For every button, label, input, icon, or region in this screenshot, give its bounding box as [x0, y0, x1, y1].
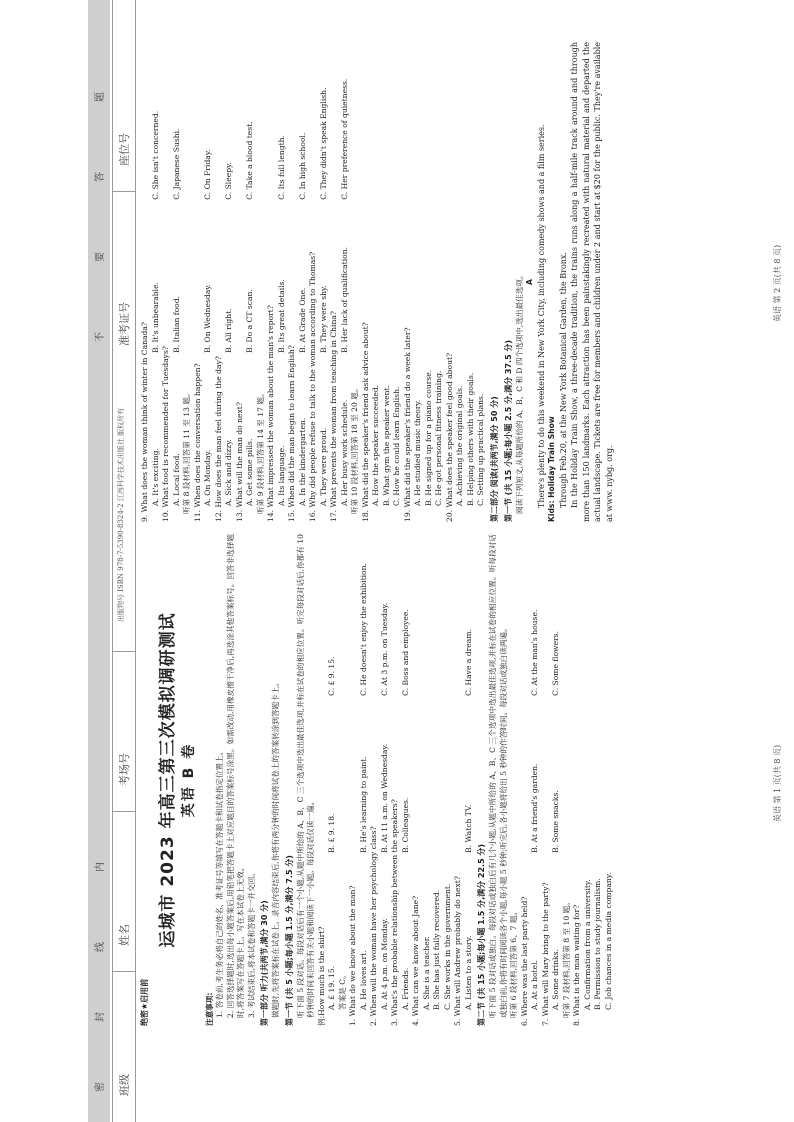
field-exam-room[interactable]: 考场号 — [118, 753, 131, 786]
option[interactable]: B. All right. — [224, 308, 233, 353]
option-row — [380, 534, 391, 1026]
option[interactable]: C. Setting up practical plans. — [476, 393, 485, 506]
example-options — [327, 534, 338, 1026]
question-text: 9. What does the woman think of winter in Canada? — [140, 322, 149, 522]
option[interactable]: C. At 3 p.m. on Tuesday. — [379, 602, 389, 696]
isbn-code: 出版物号 ISBN 978-7-5390-8324-2 江西科学技术出版社 版权所有 — [117, 407, 125, 622]
option[interactable]: A. Achieving the original goals. — [455, 385, 464, 506]
option-row — [172, 42, 183, 522]
binding-char: 要 — [95, 252, 106, 262]
option[interactable]: C. He doesn't enjoy the exhibition. — [358, 563, 368, 696]
option: B. £ 9. 18. — [327, 813, 336, 853]
option[interactable]: C. Have a dream. — [463, 629, 473, 696]
option[interactable]: B. On Wednesday. — [203, 284, 212, 353]
option-row — [401, 534, 412, 1026]
audio-instruction: 听第 7 段材料,回答第 8 至 10 题。 — [561, 898, 571, 1018]
option[interactable]: B. Do a CT scan. — [245, 289, 254, 353]
question-text: 1. What do we know about the man? — [348, 885, 357, 1026]
question-text: 11. When does the conversation happen? — [192, 363, 202, 522]
question-text: 3. What's the probable relationship between the speakers? — [390, 799, 399, 1026]
binding-char: 不 — [95, 332, 106, 342]
option-row — [464, 534, 475, 1026]
question-group-6-7 — [520, 534, 562, 1026]
question-text: 14. What impressed the woman about the man's report? — [266, 305, 275, 522]
option[interactable]: A. She is a teacher. — [421, 936, 431, 1010]
option[interactable]: A. Local food. — [171, 453, 181, 506]
option[interactable]: B. What gym the speaker went. — [381, 385, 391, 506]
option[interactable]: C. Japanese Sushi. — [171, 128, 181, 200]
option[interactable]: B. He's learning to paint. — [358, 756, 368, 853]
passage-subtitle: Kids: Holiday Train Show — [547, 416, 556, 522]
option-row — [224, 42, 235, 522]
option[interactable]: A. Get some pills. — [245, 438, 254, 506]
question-text: 16. Why did people refuse to talk to the woman according to Thomas? — [308, 251, 317, 522]
question-text: 10. What food is recommended for Tuesdays? — [161, 346, 170, 522]
binding-char: 答 — [95, 172, 106, 182]
question-group-11-13 — [193, 42, 256, 522]
option[interactable]: A. Some drinks. — [551, 949, 560, 1010]
option[interactable]: A. They were proud. — [318, 427, 328, 506]
question-group-9-10 — [140, 42, 182, 522]
option[interactable]: B. It's unbearable. — [150, 282, 160, 353]
binding-bar — [88, 0, 110, 1122]
option: A. £ 19. 15. — [327, 965, 336, 1010]
option[interactable]: C. Some flowers. — [551, 631, 560, 696]
option[interactable]: A. He studied music theory. — [413, 399, 422, 506]
option[interactable]: C. She works in the government. — [442, 883, 452, 1010]
option[interactable]: A. How the speaker succeeded. — [371, 384, 380, 506]
option[interactable]: C. In high school. — [297, 132, 307, 200]
option-row — [277, 42, 288, 522]
audio-instruction: 听第 6 段材料,回答第 6、7 题。 — [509, 907, 518, 1018]
option[interactable]: C. Take a blood test. — [245, 121, 254, 200]
question-text: 19. What did the speaker's friend do a week later? — [402, 327, 412, 522]
question-text: 2. When will the woman have her psychology class? — [369, 826, 378, 1026]
question-group-18-20 — [361, 42, 487, 522]
option[interactable]: C. Boss and employee. — [400, 609, 410, 696]
option-row — [203, 42, 214, 522]
option-row — [151, 42, 162, 522]
page-1-column — [140, 534, 614, 1026]
question-group-14-17 — [266, 42, 350, 522]
example-answer: 答案是 C。 — [337, 971, 347, 1010]
binding-char: 线 — [95, 942, 106, 952]
question-group-1-5 — [348, 534, 474, 1026]
question-text: 18. What did the speaker's friend ask advice about? — [360, 322, 370, 522]
option-row — [340, 42, 351, 522]
option[interactable]: A. He loves art. — [358, 950, 368, 1010]
option[interactable]: A. Her busy work schedule. — [339, 399, 349, 506]
question-text: 4. What can we know about Jane? — [411, 895, 420, 1026]
option[interactable]: B. Permission to study journalism. — [593, 878, 602, 1010]
passage-paragraph: There's plenty to do this weekend in New York City, including comedy shows and a film series. — [536, 124, 546, 508]
option[interactable]: B. At 11 a.m. on Wednesday. — [379, 743, 389, 853]
question-text: 6. Where was the last party held? — [519, 896, 529, 1026]
option[interactable]: A. Sick and dizzy. — [224, 439, 233, 506]
option[interactable]: A. On Monday. — [203, 449, 212, 506]
option-row — [319, 42, 330, 522]
passage-paragraph: Through Feb.20, at the New York Botanical Garden, the Bronx. — [558, 252, 568, 508]
option[interactable]: B. He signed up for a piano course. — [423, 369, 433, 506]
part1-sec2-heading: 第二节 (共 15 小题;每小题 1.5 分,满分 22.5 分) — [477, 843, 486, 1026]
binding-char: 封 — [95, 1012, 106, 1022]
option[interactable]: C. How he could learn English. — [392, 386, 401, 506]
question-text: 20. What does the speaker feel good about? — [444, 352, 454, 522]
binding-char: 内 — [95, 862, 106, 872]
option-row — [298, 42, 309, 522]
page-title: 运城市 2023 年高三第三次模拟调研测试 — [157, 612, 178, 948]
option[interactable]: C. Its full length. — [276, 135, 286, 200]
option[interactable]: C. Sleepy. — [224, 162, 233, 200]
option[interactable]: A. It's exciting. — [150, 448, 160, 506]
page-2-column — [140, 42, 615, 522]
option[interactable]: A. In the kindergarten. — [297, 417, 307, 506]
question-text: 8. What is the man waiting for? — [572, 904, 581, 1026]
option[interactable]: A. Its language. — [276, 445, 286, 506]
notes-heading: 注意事项: — [204, 992, 214, 1026]
page-footer-right: 英语 第 2 页(共 8 页) — [773, 244, 782, 322]
question-text: 7. What will Mary bring to the party? — [540, 882, 550, 1026]
option[interactable]: B. Some snacks. — [551, 790, 560, 853]
option[interactable]: B. Her lack of qualification. — [339, 246, 349, 353]
example-question: 例:How much is the shirt? — [316, 926, 326, 1026]
option-row — [245, 42, 256, 522]
field-exam-number[interactable]: 准考证号 — [118, 302, 131, 346]
option[interactable]: C. On Friday. — [203, 149, 212, 200]
option[interactable]: B. Watch TV. — [463, 804, 473, 853]
question-text: 15. When did the man begin to learn English? — [287, 345, 296, 522]
part2-sec1-heading: 第一节 (共 15 小题;每小题 2.5 分,满分 37.5 分) — [503, 339, 513, 522]
part1-intro: 做题时,先将答案标在试卷上。录音内容结束后,你将有两分钟的时间将试卷上的答案转涂到答题卡上。 — [271, 679, 280, 1018]
question-text: 13. What will the man do next? — [234, 402, 244, 522]
option[interactable]: B. Italian food. — [171, 295, 181, 353]
binding-strip — [88, 0, 134, 1122]
option[interactable]: A. Confirmation from a university. — [582, 879, 592, 1010]
field-name[interactable]: 姓名 — [118, 924, 131, 946]
option-row — [530, 534, 541, 1026]
option[interactable]: A. At 4 p.m. on Monday. — [379, 918, 389, 1010]
page-subtitle: 英语 B 卷 — [180, 742, 197, 818]
option[interactable]: B. She has just fully recovered. — [432, 889, 441, 1010]
option[interactable]: C. Her preference of quietness. — [339, 78, 349, 200]
option[interactable]: B. Its great details. — [276, 279, 286, 353]
passage-paragraph: In the Holiday Train Show, a three-decade tradition, the trains runs along a half-mile track around and through more than 150 landmarks. Each attraction has been painstakingly recreated with natural material and departed the actual landscape. Tickets are free for members and children under 2 and start at $20 for the public. They're available at www. nybg. org. — [570, 42, 614, 522]
question-text: 5. What will Andrew probably do next? — [453, 876, 462, 1026]
part1-sec1-heading: 第一节 (共 5 小题;每小题 1.5 分,满分 7.5 分) — [284, 855, 294, 1026]
part1-sec1-intro: 听下面 5 段对话。每段对话后有一个小题,从题中所给的 A、B、C 三个选项中选出最佳选项,并标在试卷的相应位置。听完每段对话后,你都有 10 秒钟的时间来回答有关小题和阅读下一小题。每段对话仅读一遍。 — [295, 534, 315, 1018]
part2-heading: 第二部分 阅读(共两节,满分 50 分) — [489, 396, 499, 522]
option[interactable]: A. At a hotel. — [530, 960, 539, 1010]
field-class[interactable]: 班级 — [118, 1074, 131, 1096]
part2-sec1-intro: 阅读下列短文,从每题所给的 A、B、C 和 D 四个选项中,选出最佳选项。 — [514, 271, 524, 514]
binding-char: 密 — [95, 1082, 106, 1092]
part1-sec2-intro: 听下面 5 段对话或独白。每段对话或独白后有几个小题,从题中所给的 A、B、C 三个选项中选出最佳选项,并标在试卷的相应位置。听每段对话或独白前,你将有时间阅读各个小题,每小题 5 秒钟;听完后,各小题将给出 5 秒钟的作答时间。每段对话或独白读两遍。 — [488, 534, 508, 1018]
secret-mark: 绝密★启用前 — [140, 978, 149, 1026]
option-row — [551, 534, 562, 1026]
question-group-8 — [572, 534, 614, 1026]
part1-heading: 第一部分 听力(共两节,满分 30 分) — [260, 900, 269, 1026]
option[interactable]: C. Job chances in a media company. — [603, 872, 613, 1010]
page-footer-left: 英语 第 1 页(共 8 页) — [773, 744, 782, 822]
option[interactable]: B. Helping others with their goals. — [465, 372, 475, 506]
audio-instruction: 听第 9 段材料,回答第 14 至 17 题。 — [255, 389, 265, 514]
option[interactable]: B. Colleagues. — [400, 797, 410, 853]
option[interactable]: C. They didn't speak English. — [318, 87, 328, 200]
option[interactable]: A. Friends. — [400, 967, 410, 1010]
note-item: 1. 答卷前,考生务必将自己的姓名、准考证号等填写在答题卡和试卷指定位置上。 — [215, 747, 224, 1018]
note-item: 3. 考试结束后,将本试卷和答题卡一并交回。 — [246, 869, 256, 1018]
option[interactable]: B. They were shy. — [318, 285, 328, 353]
option[interactable]: C. He got personal fitness training. — [434, 370, 443, 506]
note-item: 2. 回答选择题时,选出每小题答案后,用铅笔把答题卡上对应题目的答案标号涂黑。如需改动,用橡皮擦干净后,再选涂其他答案标号。回答非选择题时,将答案写在答题卡上。写在本试卷上无效。 — [225, 534, 245, 1018]
option[interactable]: B. At a friend's garden. — [530, 763, 539, 853]
option[interactable]: B. At Grade One. — [297, 287, 307, 353]
passage-label: A — [525, 279, 534, 285]
option-row — [359, 534, 370, 1026]
audio-instruction: 听第 8 段材料,回答第 11 至 13 题。 — [182, 389, 191, 514]
audio-instruction: 听第 10 段材料,回答第 18 至 20 题。 — [350, 384, 359, 514]
option[interactable]: C. At the man's house. — [530, 609, 539, 696]
option: C. £ 9. 15. — [327, 656, 336, 696]
question-text: 12. How does the man feel during the day? — [213, 356, 223, 522]
question-text: 17. What prevents the woman from teaching in China? — [329, 311, 338, 522]
option[interactable]: C. She isn't concerned. — [150, 110, 160, 200]
option[interactable]: A. Listen to a story. — [463, 935, 473, 1010]
field-seat-number[interactable]: 座位号 — [118, 133, 131, 166]
binding-char: 题 — [95, 92, 106, 102]
